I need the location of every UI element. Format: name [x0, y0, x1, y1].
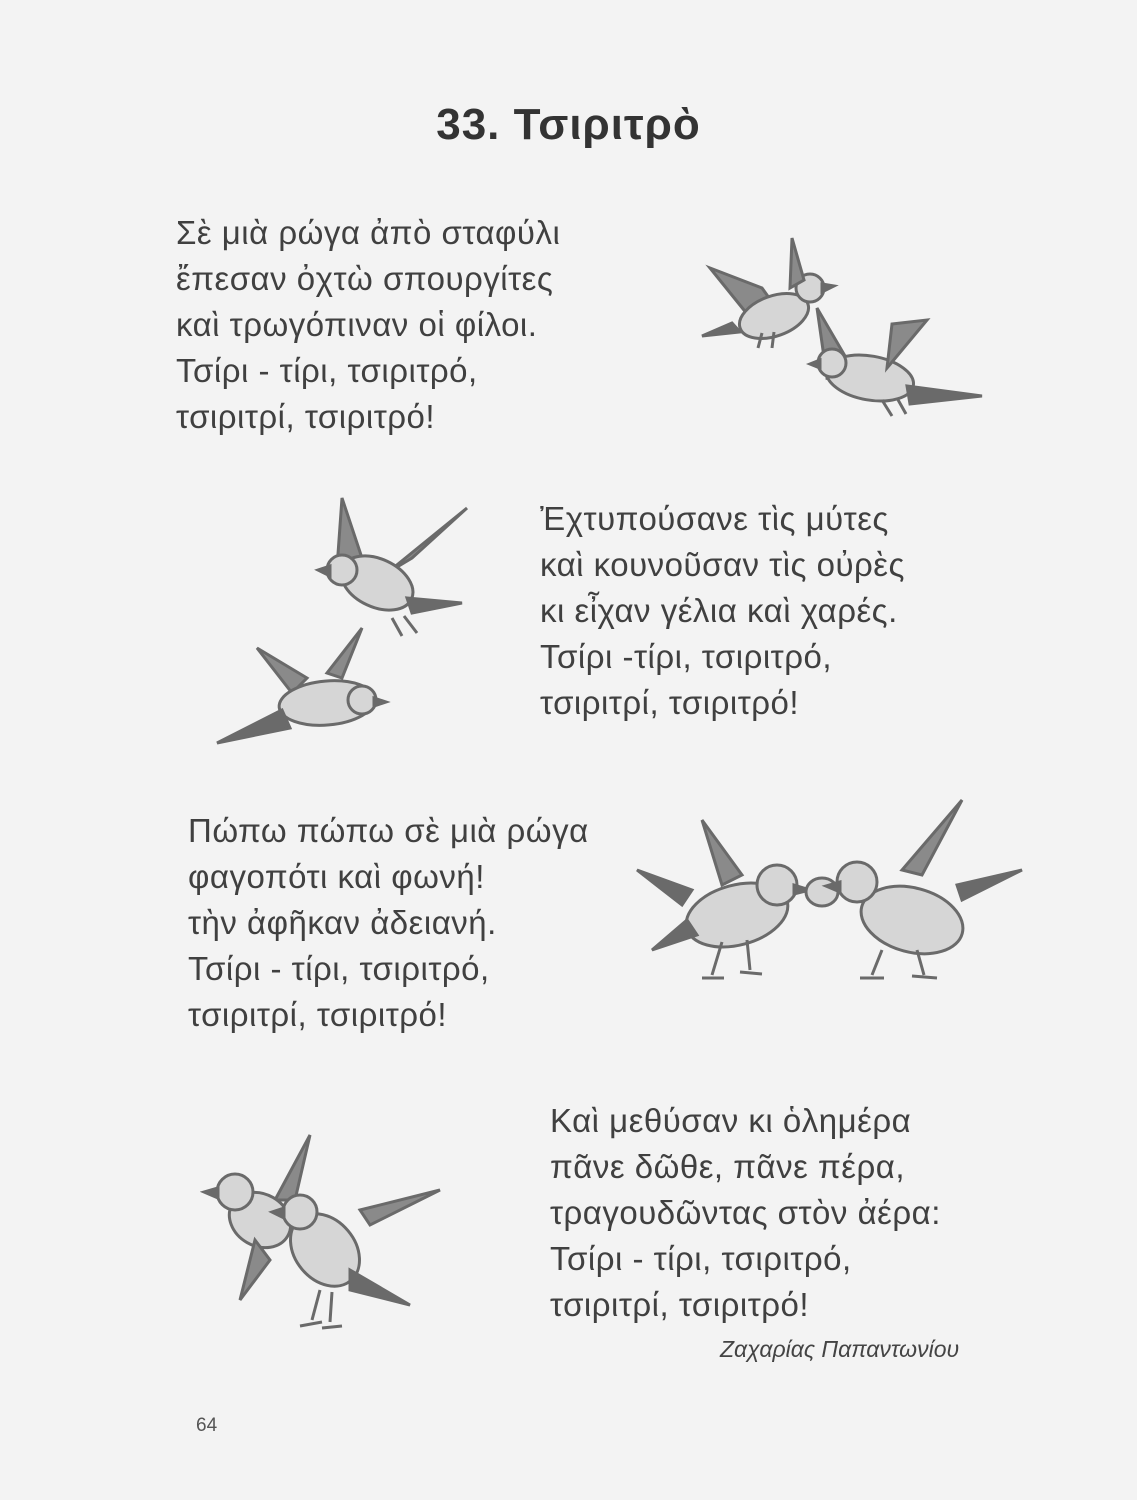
stanza-line: Τσίρι - τίρι, τσιριτρό, [176, 352, 478, 389]
stanza-line: κι εἶχαν γέλια καὶ χαρές. [540, 592, 898, 629]
stanza-line: πᾶνε δῶθε, πᾶνε πέρα, [550, 1148, 905, 1185]
stanza-line: καὶ τρωγόπιναν οἱ φίλοι. [176, 306, 538, 343]
stanza-line: Τσίρι - τίρι, τσιριτρό, [188, 950, 490, 987]
stanza-line: Τσίρι -τίρι, τσιριτρό, [540, 638, 832, 675]
stanza-line: φαγοπότι καὶ φωνή! [188, 858, 485, 895]
page-number: 64 [196, 1415, 218, 1436]
stanza-line: τσιριτρί, τσιριτρό! [176, 398, 436, 435]
stanza-line: Τσίρι - τίρι, τσιριτρό, [550, 1240, 852, 1277]
stanza-line: τὴν ἀφῆκαν ἀδειανή. [188, 904, 497, 941]
stanza-line: τσιριτρί, τσιριτρό! [550, 1286, 810, 1323]
stanza-line: ἔπεσαν ὀχτὼ σπουργίτες [176, 260, 554, 297]
stanza-line: Ἐχτυπούσανε τὶς μύτες [540, 500, 889, 537]
stanza-line: τσιριτρί, τσιριτρό! [188, 996, 448, 1033]
stanza-line: καὶ κουνοῦσαν τὶς οὐρὲς [540, 546, 905, 583]
stanza-line: Πώπω πώπω σὲ μιὰ ρώγα [188, 812, 589, 849]
stanza-line: τσιριτρί, τσιριτρό! [540, 684, 800, 721]
stanza-3 [188, 808, 589, 1038]
poem-title: 33. Τσιριτρὸ [436, 100, 701, 149]
two-sparrows-flying-icon [692, 228, 992, 428]
two-sparrows-diving-icon [212, 488, 482, 758]
two-sparrows-sharing-grape-icon [632, 790, 1032, 1010]
stanza-2 [540, 496, 905, 726]
stanza-4 [550, 1098, 941, 1328]
stanza-line: Καὶ μεθύσαν κι ὁλημέρα [550, 1102, 912, 1139]
stanza-line: τραγουδῶντας στὸν ἀέρα: [550, 1194, 941, 1231]
stanza-1 [176, 210, 560, 440]
poem-author: Ζαχαρίας Παπαντωνίου [720, 1336, 960, 1362]
two-sparrows-overlapping-icon [200, 1130, 460, 1350]
stanza-line: Σὲ μιὰ ρώγα ἀπὸ σταφύλι [176, 214, 561, 251]
